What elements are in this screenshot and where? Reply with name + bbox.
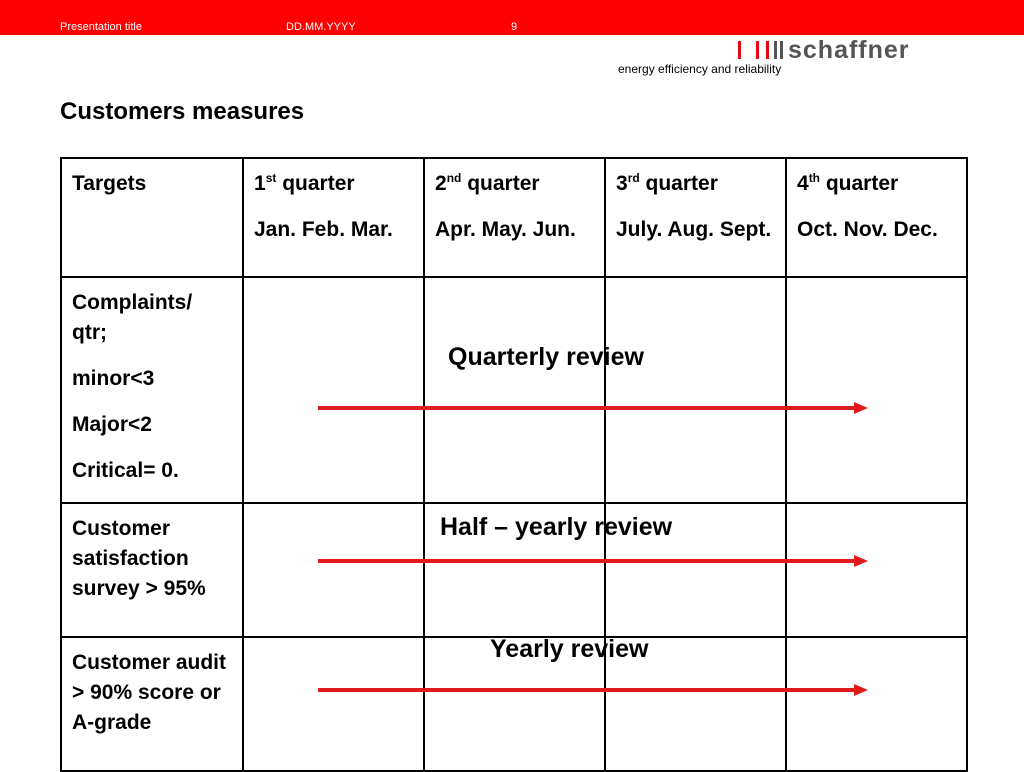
arrow-right-icon [318, 553, 870, 569]
table-row [61, 277, 967, 503]
header-quarter-2: 2nd quarter Apr. May. Jun. [424, 158, 605, 277]
header-bar [0, 0, 1024, 35]
page-number: 9 [511, 21, 518, 33]
target-complaints: Complaints/ qtr; minor<3 Major<2 Critical= 0. [61, 277, 243, 503]
arrow-right-icon [318, 682, 870, 698]
header-quarter-3: 3rd quarter July. Aug. Sept. [605, 158, 786, 277]
table-header-row [61, 158, 967, 277]
header-quarter-4: 4th quarter Oct. Nov. Dec. [786, 158, 967, 277]
months-q2: Apr. May. Jun. [435, 218, 576, 241]
arrow-right-icon [318, 400, 870, 416]
logo-wordmark: schaffner [788, 38, 910, 62]
months-q1: Jan. Feb. Mar. [254, 218, 393, 241]
review-label-yearly: Yearly review [490, 635, 649, 663]
header-targets: Targets [61, 158, 243, 277]
measures-table [60, 157, 968, 772]
presentation-title: Presentation title [60, 21, 142, 33]
slide-title: Customers measures [60, 98, 305, 125]
logo-bars-icon [736, 38, 966, 62]
review-label-quarterly: Quarterly review [448, 343, 644, 371]
months-q4: Oct. Nov. Dec. [797, 218, 938, 241]
target-audit: Customer audit > 90% score or A-grade [61, 637, 243, 771]
brand-tagline: energy efficiency and reliability [618, 62, 782, 76]
header-quarter-1: 1st quarter Jan. Feb. Mar. [243, 158, 424, 277]
months-q3: July. Aug. Sept. [616, 218, 772, 241]
target-satisfaction: Customer satisfaction survey > 95% [61, 503, 243, 637]
review-label-half-yearly: Half – yearly review [440, 513, 673, 541]
presentation-date: DD.MM.YYYY [286, 21, 356, 33]
